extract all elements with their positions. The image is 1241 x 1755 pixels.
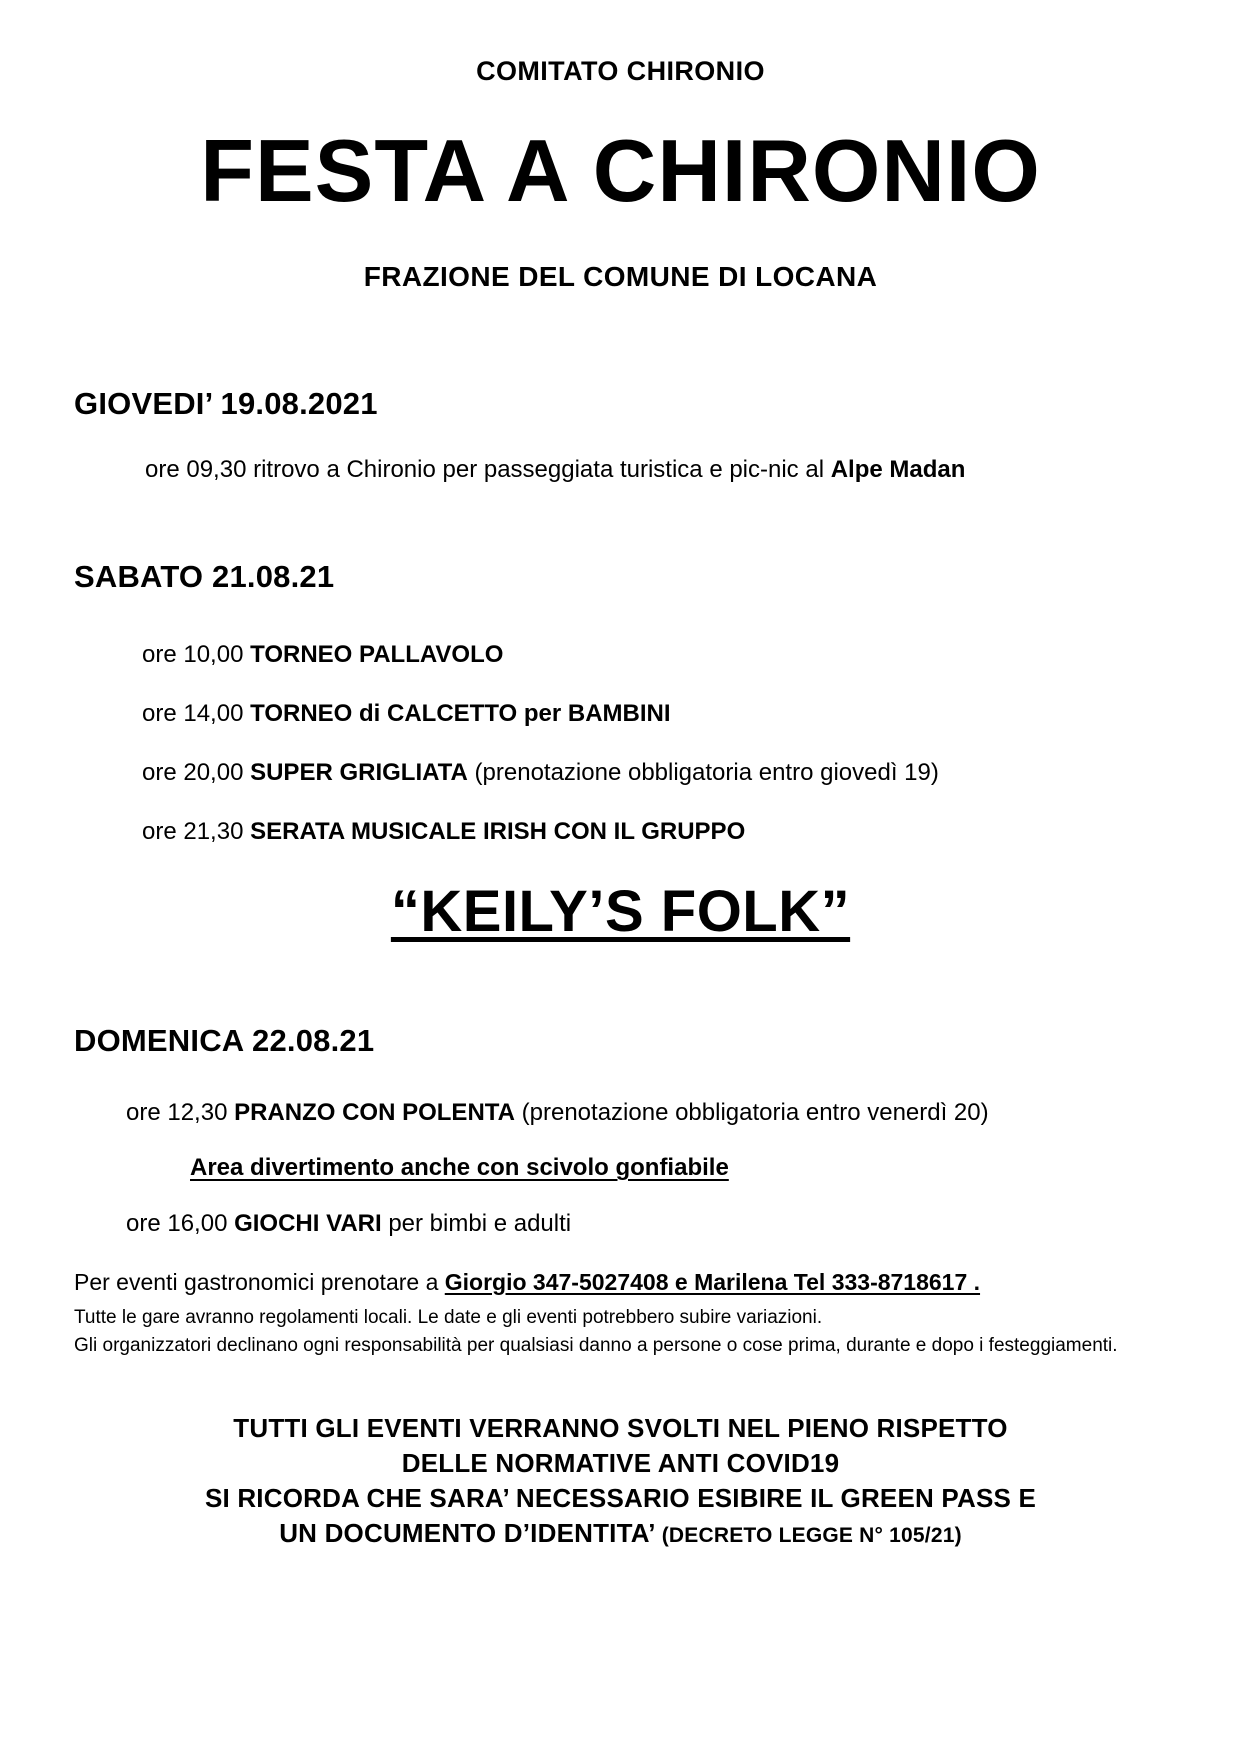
event-description: ritrovo a Chironio per passeggiata turistica e pic-nic al bbox=[246, 456, 831, 484]
event-thursday-walk bbox=[74, 456, 1167, 485]
fine-print-line-2: Gli organizzatori declinano ogni responsabilità per qualsiasi danno a persone o cose prima, durante e dopo i festeggiamenti. bbox=[74, 1334, 1118, 1356]
covid-decree-reference: (DECRETO LEGGE N° 105/21) bbox=[661, 1524, 962, 1548]
event-games bbox=[74, 1210, 1167, 1239]
event-time: ore 10,00 bbox=[142, 641, 251, 669]
fun-area-note: Area divertimento anche con scivolo gonfiabile bbox=[190, 1154, 729, 1182]
event-title: SERATA MUSICALE IRISH CON IL GRUPPO bbox=[250, 817, 746, 845]
event-title: SUPER GRIGLIATA bbox=[250, 758, 468, 786]
event-title: GIOCHI VARI bbox=[234, 1210, 382, 1238]
day-heading-sunday: DOMENICA 22.08.21 bbox=[74, 1023, 375, 1059]
page-title: FESTA A CHIRONIO bbox=[200, 121, 1041, 220]
covid-line-1: TUTTI GLI EVENTI VERRANNO SVOLTI NEL PIENO RISPETTO bbox=[233, 1413, 1008, 1444]
covid-notice bbox=[74, 1411, 1167, 1551]
fine-print-line-1: Tutte le gare avranno regolamenti locali. Le date e gli eventi potrebbero subire variazioni. bbox=[74, 1306, 823, 1328]
event-time: ore 21,30 bbox=[142, 817, 251, 845]
band-name bbox=[74, 878, 1167, 945]
covid-line-3: SI RICORDA CHE SARA’ NECESSARIO ESIBIRE IL GREEN PASS E bbox=[204, 1483, 1037, 1514]
event-place: Alpe Madan bbox=[830, 456, 966, 484]
event-note: (prenotazione obbligatoria entro giovedì 19) bbox=[467, 758, 939, 786]
event-music-night bbox=[74, 818, 1167, 847]
event-time: ore 16,00 bbox=[126, 1210, 235, 1238]
event-time: ore 09,30 bbox=[145, 456, 247, 484]
covid-line-4-main: UN DOCUMENTO D’IDENTITA’ bbox=[279, 1518, 662, 1549]
fine-print bbox=[74, 1304, 1167, 1359]
event-time: ore 14,00 bbox=[142, 699, 251, 727]
booking-contacts: Giorgio 347-5027408 e Marilena Tel 333-8718617 . bbox=[444, 1268, 981, 1295]
event-kids-football bbox=[74, 700, 1167, 729]
event-title: PRANZO CON POLENTA bbox=[234, 1099, 515, 1127]
event-time: ore 12,30 bbox=[126, 1099, 235, 1127]
event-grill bbox=[74, 759, 1167, 788]
booking-line bbox=[74, 1269, 1167, 1296]
event-title: TORNEO PALLAVOLO bbox=[250, 641, 504, 669]
covid-line-4 bbox=[74, 1516, 1167, 1551]
band-name-text: “KEILY’S FOLK” bbox=[390, 879, 851, 945]
booking-prefix: Per eventi gastronomici prenotare a bbox=[74, 1268, 445, 1295]
day-heading-thursday: GIOVEDI’ 19.08.2021 bbox=[74, 386, 378, 422]
event-volleyball bbox=[74, 641, 1167, 670]
page-subtitle: FRAZIONE DEL COMUNE DI LOCANA bbox=[363, 261, 878, 293]
event-note: (prenotazione obbligatoria entro venerdì 20) bbox=[514, 1099, 989, 1127]
day-heading-saturday: SABATO 21.08.21 bbox=[74, 559, 335, 595]
event-note: per bimbi e adulti bbox=[381, 1210, 572, 1238]
event-time: ore 20,00 bbox=[142, 758, 251, 786]
event-polenta-lunch bbox=[74, 1099, 1167, 1128]
covid-line-2: DELLE NORMATIVE ANTI COVID19 bbox=[401, 1448, 840, 1479]
event-title: TORNEO di CALCETTO per BAMBINI bbox=[250, 699, 671, 727]
committee-name: COMITATO CHIRONIO bbox=[476, 56, 765, 86]
